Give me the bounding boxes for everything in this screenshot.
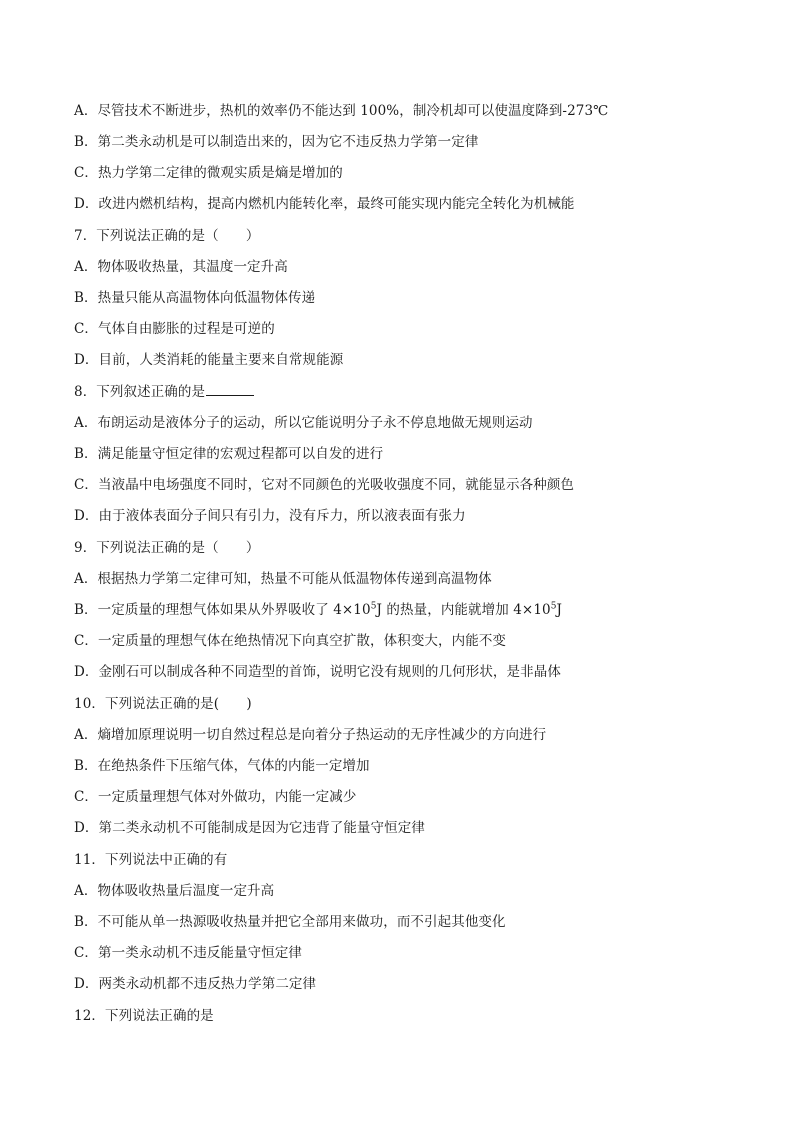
option-c-q7: C．气体自由膨胀的过程是可逆的 bbox=[74, 321, 275, 337]
option-d-q9: D．金刚石可以制成各种不同造型的首饰，说明它没有规则的几何形状，是非晶体 bbox=[74, 664, 561, 680]
option-a-q10: A．熵增加原理说明一切自然过程总是向着分子热运动的无序性减少的方向进行 bbox=[74, 727, 547, 743]
question-9: 9．下列说法正确的是（ ） bbox=[74, 540, 260, 556]
option-c-q11: C．第一类永动机不违反能量守恒定律 bbox=[74, 945, 303, 961]
option-b-q9-part2: J 的热量，内能就增加 4×10 bbox=[376, 602, 551, 618]
question-12: 12．下列说法正确的是 bbox=[74, 1008, 214, 1024]
option-a-q8: A．布朗运动是液体分子的运动，所以它能说明分子永不停息地做无规则运动 bbox=[74, 415, 533, 431]
question-8-text: 8．下列叙述正确的是 bbox=[74, 384, 206, 400]
option-d-q11: D．两类永动机都不违反热力学第二定律 bbox=[74, 976, 317, 992]
option-c-q8: C．当液晶中电场强度不同时，它对不同颜色的光吸收强度不同，就能显示各种颜色 bbox=[74, 477, 575, 493]
option-a-q9: A．根据热力学第二定律可知，热量不可能从低温物体传递到高温物体 bbox=[74, 571, 492, 587]
question-8 bbox=[74, 383, 754, 401]
option-a-q6: A．尽管技术不断进步，热机的效率仍不能达到 100%，制冷机却可以使温度降到-273℃ bbox=[74, 103, 609, 119]
option-b-q9 bbox=[74, 601, 754, 619]
option-c-q10: C．一定质量理想气体对外做功，内能一定减少 bbox=[74, 789, 357, 805]
question-10: 10．下列说法正确的是( ) bbox=[74, 696, 252, 712]
exponent: 5 bbox=[550, 601, 557, 612]
option-b-q6: B．第二类永动机是可以制造出来的，因为它不违反热力学第一定律 bbox=[74, 134, 479, 150]
option-b-q11: B．不可能从单一热源吸收热量并把它全部用来做功，而不引起其他变化 bbox=[74, 914, 506, 930]
question-7: 7．下列说法正确的是（ ） bbox=[74, 228, 260, 244]
option-d-q7: D．目前，人类消耗的能量主要来自常规能源 bbox=[74, 352, 344, 368]
option-b-q8: B．满足能量守恒定律的宏观过程都可以自发的进行 bbox=[74, 446, 384, 462]
option-d-q10: D．第二类永动机不可能制成是因为它违背了能量守恒定律 bbox=[74, 820, 425, 836]
exponent: 5 bbox=[370, 601, 377, 612]
option-b-q7: B．热量只能从高温物体向低温物体传递 bbox=[74, 290, 316, 306]
option-b-q9-part1: B．一定质量的理想气体如果从外界吸收了 4×10 bbox=[74, 602, 371, 618]
option-b-q10: B．在绝热条件下压缩气体，气体的内能一定增加 bbox=[74, 758, 370, 774]
question-11: 11．下列说法中正确的有 bbox=[74, 852, 228, 868]
option-d-q8: D．由于液体表面分子间只有引力，没有斥力，所以液表面有张力 bbox=[74, 508, 466, 524]
option-a-q7: A．物体吸收热量，其温度一定升高 bbox=[74, 259, 288, 275]
option-a-q11: A．物体吸收热量后温度一定升高 bbox=[74, 883, 275, 899]
option-c-q6: C．热力学第二定律的微观实质是熵是增加的 bbox=[74, 165, 343, 181]
option-d-q6: D．改进内燃机结构，提高内燃机内能转化率，最终可能实现内能完全转化为机械能 bbox=[74, 196, 575, 212]
answer-blank bbox=[206, 383, 254, 396]
option-b-q9-part3: J bbox=[556, 602, 563, 618]
option-c-q9: C．一定质量的理想气体在绝热情况下向真空扩散，体积变大，内能不变 bbox=[74, 633, 507, 649]
